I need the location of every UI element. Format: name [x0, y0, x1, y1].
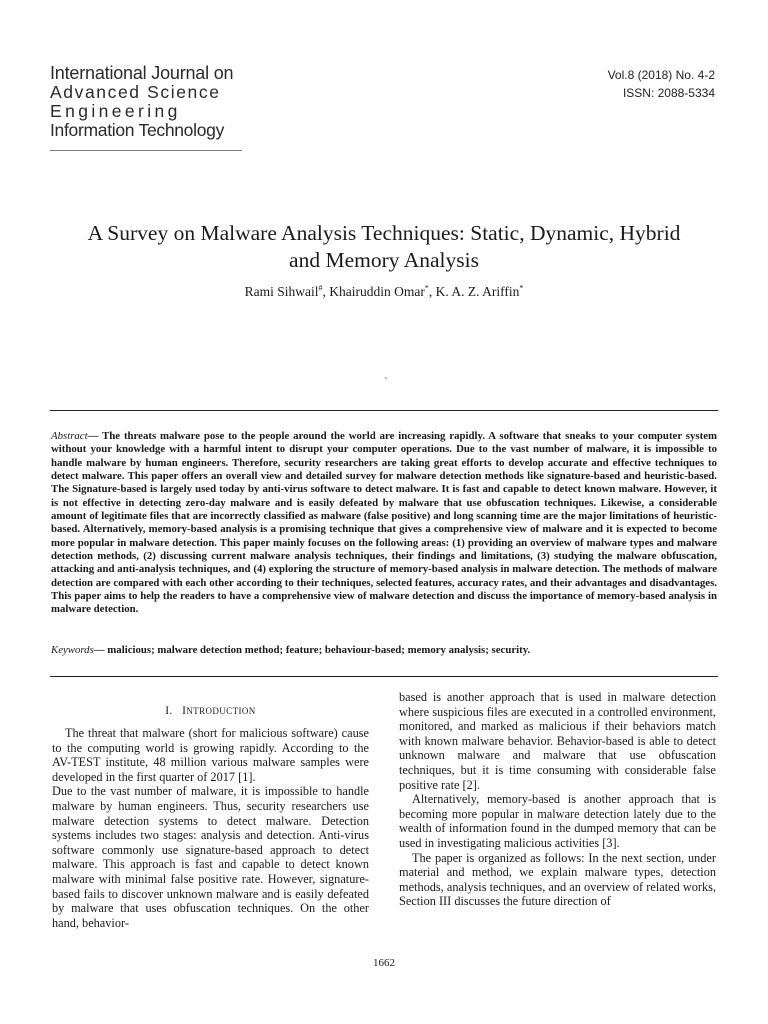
left-column — [52, 726, 369, 930]
section-number: I. — [165, 705, 173, 717]
journal-name-line-1: International Journal on — [50, 63, 234, 83]
abstract-top-rule — [50, 410, 718, 411]
abstract — [51, 430, 717, 617]
volume-info — [608, 66, 715, 102]
paper-title — [40, 220, 728, 274]
journal-name-line-4: Information Technology — [50, 120, 225, 140]
section-first-letter: I — [182, 705, 187, 717]
author-affiliation-mark: # — [318, 283, 323, 293]
masthead-underline — [50, 150, 242, 151]
paper-title-line-2: and Memory Analysis — [289, 248, 479, 272]
author-name: Khairuddin Omar — [329, 284, 425, 299]
issn-number: ISSN: 2088-5334 — [622, 86, 715, 100]
keywords-text: malicious; malware detection method; feature; behaviour-based; memory analysis; security. — [107, 644, 531, 656]
paragraph: based is another approach that is used in malware detection where suspicious files are executed in a controlled environment, monitored, and marked as malicious if their behaviors match with known malware behavior. Behavior-based is able to detect unknown malware and malware that use obfuscation techniques, but it is time consuming with considerable false positive rate [2]. — [399, 690, 716, 792]
author-name: Rami Sihwail — [244, 284, 319, 299]
journal-name-line-3: Engineering — [50, 101, 181, 121]
section-title-rest: NTRODUCTION — [186, 706, 256, 716]
abstract-text: The threats malware pose to the people around the world are increasing rapidly. A software that sneaks to your computer system without your knowledge with a harmful intent to disrupt your computer operations. Due to the vast number of malware, it is impossible to handle malware by human engineers. Therefore, security researchers are taking great efforts to develop accurate and effective techniques to detect malware. This paper offers an overall view and detailed survey for malware detection methods like signature-based and heuristic-based. The Signature-based is largely used today by anti-virus software to detect malware. It is fast and capable to detect known malware. However, it is not effective in detecting zero-day malware and is easily defeated by malware that use obfuscation techniques. Likewise, a considerable amount of legitimate files that are incorrectly classified as malware (false positive) and long scanning time are the major limitations of heuristic-based. Alternatively, memory-based analysis is a promising technique that gives a comprehensive view of malware and it is expected to become more popular in malware detection. This paper mainly focuses on the following areas: (1) providing an overview of malware types and malware detection methods, (2) discussing current malware analysis techniques, their findings and limitations, (3) studying the malware obfuscation, attacking and anti-analysis techniques, and (4) exploring the structure of memory-based analysis in malware detection. The methods of malware detection are compared with each other according to their techniques, selected features, accuracy rates, and their advantages and disadvantages. This paper aims to help the readers to have a comprehensive view of malware detection and discuss the importance of memory-based analysis in malware detection. — [51, 430, 717, 616]
journal-masthead — [50, 64, 250, 140]
author-list: Rami Sihwail#, Khairuddin Omar*, K. A. Z. Ariffin* — [244, 283, 524, 299]
page-number: 1662 — [373, 957, 395, 969]
author-affiliation-mark: * — [519, 283, 524, 293]
section-heading-introduction — [52, 705, 369, 717]
paragraph: Due to the vast number of malware, it is impossible to handle malware by human engineers. Thus, security researchers use malware detection systems to detect malware. Detection systems includes two stages: analysis and detection. Anti-virus software commonly use signature-based approach to detect malware. This approach is fast and capable to detect known malware with minimal false positive rate. However, signature-based fails to discover unknown malware and is easily defeated by malware that uses obfuscation techniques. On the other hand, behavior- — [52, 784, 369, 930]
stray-mark: ` — [384, 376, 388, 388]
journal-name-line-2: Advanced Science — [50, 82, 221, 102]
keywords-label: Keywords — [51, 644, 94, 656]
abstract-bottom-rule — [50, 676, 718, 677]
author-name: K. A. Z. Ariffin — [435, 284, 520, 299]
volume-number: Vol.8 (2018) No. 4-2 — [607, 68, 715, 82]
right-column — [399, 690, 716, 909]
keywords-dash: — — [93, 644, 108, 656]
paragraph: The threat that malware (short for malicious software) cause to the computing world is growing rapidly. According to the AV-TEST institute, 48 million various malware samples were developed in the first quarter of 2017 [1]. — [52, 726, 369, 784]
paragraph: Alternatively, memory-based is another approach that is becoming more popular in malware detection lately due to the wealth of information found in the dumped memory that can be used in investigating malicious activities [3]. — [399, 792, 716, 850]
paragraph: The paper is organized as follows: In the next section, under material and method, we explain malware types, detection methods, analysis techniques, and an overview of related works, Section III discusses the future direction of — [399, 850, 716, 909]
author-affiliation-mark: * — [424, 283, 429, 293]
keywords — [51, 644, 717, 657]
abstract-dash: — — [87, 430, 103, 442]
abstract-label: Abstract — [51, 430, 88, 442]
paper-title-line-1: A Survey on Malware Analysis Techniques: Static, Dynamic, Hybrid — [87, 221, 681, 245]
